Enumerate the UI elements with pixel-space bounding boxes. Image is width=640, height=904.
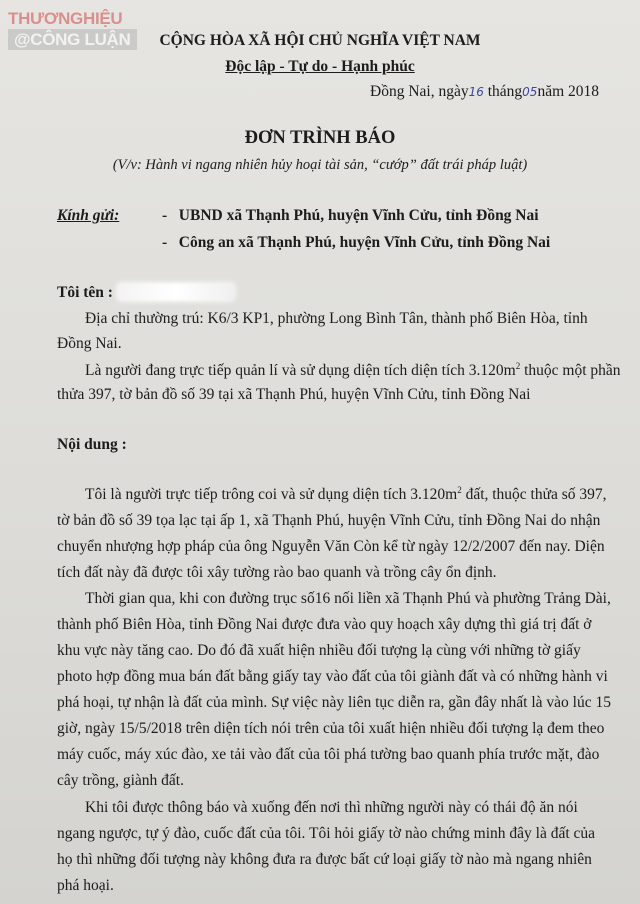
recipient-label: Kính gửi: <box>57 207 120 224</box>
sender-name-line <box>57 283 235 302</box>
p1-sup: 2 <box>457 485 462 495</box>
date-year: năm 2018 <box>537 83 600 100</box>
p3-line-3: họ thì những đối tượng này không đưa ra được bất cứ loại giấy tờ nào mà ngang nhiên <box>57 851 592 868</box>
role-line-1 <box>85 361 621 380</box>
date-month: 05 <box>522 85 538 99</box>
recipient-2: - Công an xã Thạnh Phú, huyện Vĩnh Cửu, tỉnh Đồng Nai <box>162 234 551 251</box>
p2-line-4: photo hợp đồng mua bán đất bằng giấy tay vào đất của tôi giành đất và có những hành vi <box>57 668 608 685</box>
p1-line-3: chuyển nhượng hợp pháp của ông Nguyễn Văn Còn kể từ ngày 12/2/2007 đến nay. Diện <box>57 538 605 555</box>
p1-line-4: tích đất này đã được tôi xây tường rào bao quanh và trồng cây ổn định. <box>57 564 497 581</box>
p2-line-5: phá hoại, tự nhận là đất của mình. Sự việc này liên tục diễn ra, gần đây nhất là vào lúc 15 <box>57 694 611 711</box>
date-month-label: tháng <box>487 83 523 100</box>
p2-line-7: máy cuốc, máy xúc đào, xe tải vào đất của tôi phá tường bao quanh phía trước mặt, đào <box>57 746 600 763</box>
role-text-b: thuộc một phần <box>520 362 621 380</box>
p1-text-b: đất, thuộc thửa số 397, <box>461 486 607 504</box>
p3-line-4: phá hoại. <box>57 877 114 894</box>
address-line-1: Địa chỉ thường trú: K6/3 KP1, phường Long Bình Tân, thành phố Biên Hòa, tỉnh <box>85 310 588 327</box>
date-day: 16 <box>468 85 484 99</box>
sender-name-label: Tôi tên : <box>57 284 113 301</box>
role-line-2: thửa 397, tờ bản đồ số 39 tại xã Thạnh Phú, huyện Vĩnh Cửu, tỉnh Đồng Nai <box>57 386 531 403</box>
country-header: CỘNG HÒA XÃ HỘI CHỦ NGHĨA VIỆT NAM <box>159 32 481 49</box>
p2-line-3: khu vực này tăng cao. Do đó đã xuất hiện nhiều đối tượng lạ cùng với những tờ giấy <box>57 642 581 659</box>
p3-line-2: ngang ngược, tự ý đào, cuốc đất của tôi. Tôi hỏi giấy tờ nào chứng minh đây là đất của <box>57 825 596 842</box>
date-prefix: Đồng Nai, ngày <box>370 83 469 100</box>
motto: Độc lập - Tự do - Hạnh phúc <box>225 58 415 75</box>
p1-text-a: Tôi là người trực tiếp trông coi và sử dụng diện tích 3.120m <box>85 486 458 504</box>
p2-line-1: Thời gian qua, khi con đường trục số16 nối liền xã Thạnh Phú và phường Trảng Dài, <box>85 590 611 607</box>
p2-line-6: giờ, ngày 15/5/2018 trên diện tích nói trên của tôi xuất hiện nhiều đối tượng lạ đem theo <box>57 720 605 737</box>
p1-line-1 <box>85 485 607 504</box>
p1-line-2: tờ bản đồ số 39 tọa lạc tại ấp 1, xã Thạnh Phú, huyện Vĩnh Cửu, tỉnh Đồng Nai do nhận <box>57 512 601 529</box>
p3-line-1: Khi tôi được thông báo và xuống đến nơi thì những người này có thái độ ăn nói <box>85 799 578 816</box>
p2-line-2: thành phố Biên Hòa, tỉnh Đồng Nai được đưa vào quy hoạch xây dựng thì giá trị đất ở <box>57 616 592 633</box>
role-sup: 2 <box>515 361 521 371</box>
recipient-2-text: Công an xã Thạnh Phú, huyện Vĩnh Cửu, tỉnh Đồng Nai <box>178 234 551 251</box>
recipient-1-text: UBND xã Thạnh Phú, huyện Vĩnh Cửu, tỉnh Đồng Nai <box>178 207 539 224</box>
document-title: ĐƠN TRÌNH BÁO <box>244 128 396 148</box>
p2-line-8: cây trồng, giành đất. <box>57 772 184 789</box>
document-subject: (V/v: Hành vi ngang nhiên hủy hoại tài sản, “cướp” đất trái pháp luật) <box>112 157 528 173</box>
content-heading: Nội dung : <box>57 436 127 453</box>
address-line-2: Đồng Nai. <box>57 335 122 352</box>
watermark-line2: @CÔNG LUẬN <box>8 29 137 50</box>
recipient-1: - UBND xã Thạnh Phú, huyện Vĩnh Cửu, tỉnh Đồng Nai <box>162 207 539 224</box>
watermark-line1: THƯƠNGHIỆU <box>8 9 123 28</box>
role-text-a: Là người đang trực tiếp quản lí và sử dụng diện tích diện tích 3.120m <box>85 362 516 380</box>
redacted-name <box>117 283 235 301</box>
date-line <box>370 83 599 101</box>
